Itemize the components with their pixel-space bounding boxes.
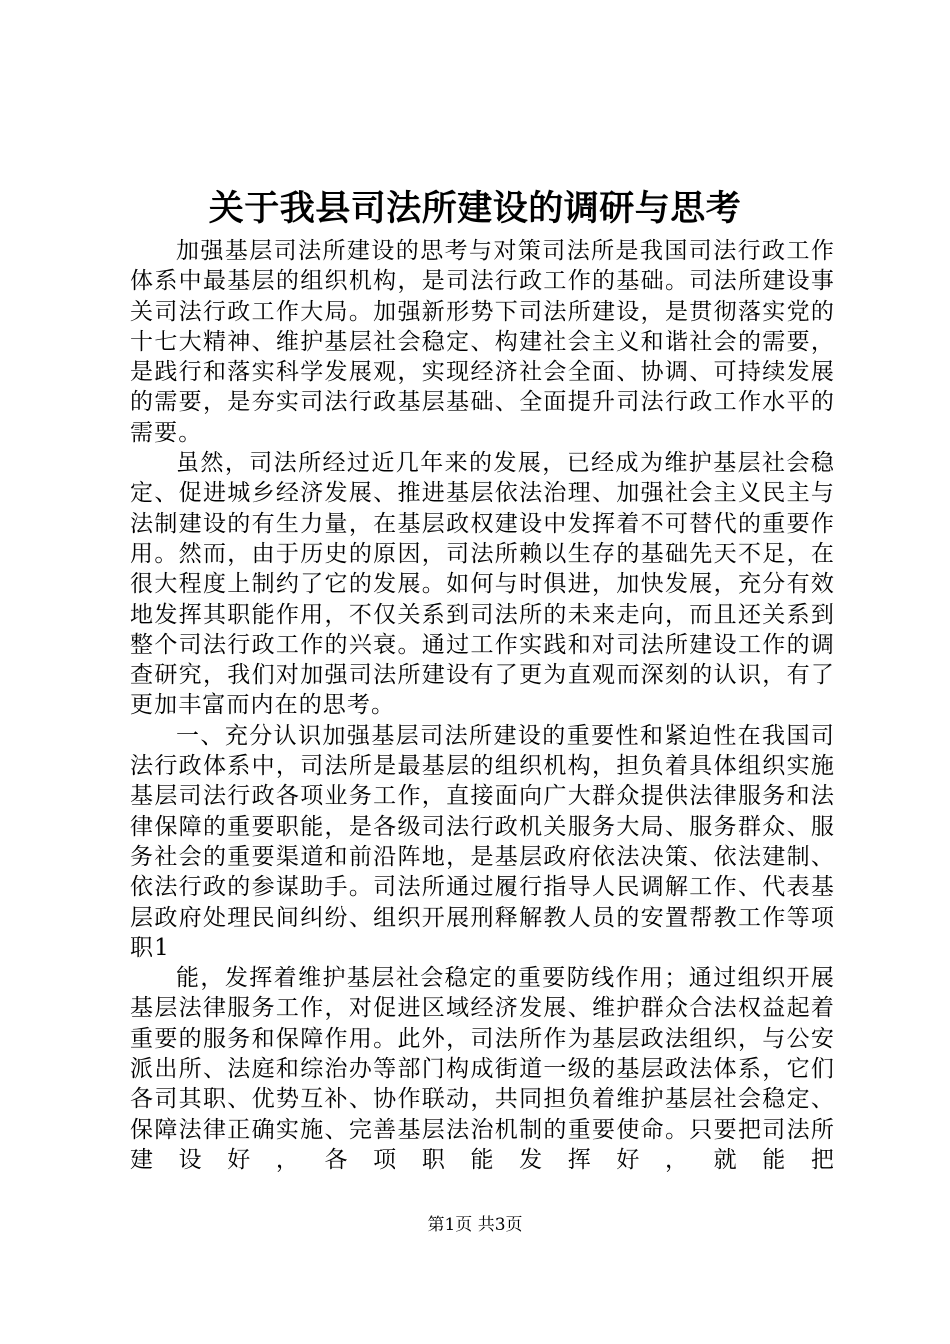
page-number-footer: 第1页 共3页 — [427, 1215, 523, 1235]
paragraph-functions: 能，发挥着维护基层社会稳定的重要防线作用；通过组织开展基层法律服务工作，对促进区域经济发展、维护群众合法权益起着重要的服务和保障作用。此外，司法所作为基层政法组织，与公安派出所、法庭和综治办等部门构成街道一级的基层政法体系，它们各司其职、优势互补、协作联动，共同担负着维护基层社会稳定、保障法律正确实施、完善基层法治机制的重要使命。只要把司法所建设好，各项职能发挥好，就能把 — [130, 965, 835, 1173]
paragraph-intro: 加强基层司法所建设的思考与对策司法所是我国司法行政工作体系中最基层的组织机构，是司法行政工作的基础。司法所建设事关司法行政工作大局。加强新形势下司法所建设，是贯彻落实党的十七大精神、维护基层社会稳定、构建社会主义和谐社会的需要，是践行和落实科学发展观，实现经济社会全面、协调、可持续发展的需要，是夯实司法行政基层基础、全面提升司法行政工作水平的需要。 — [130, 238, 835, 446]
document-title: 关于我县司法所建设的调研与思考 — [208, 188, 742, 229]
paragraph-development: 虽然，司法所经过近几年来的发展，已经成为维护基层社会稳定、促进城乡经济发展、推进基层依法治理、加强社会主义民主与法制建设的有生力量，在基层政权建设中发挥着不可替代的重要作用。然而，由于历史的原因，司法所赖以生存的基础先天不足，在很大程度上制约了它的发展。如何与时俱进，加快发展，充分有效地发挥其职能作用，不仅关系到司法所的未来走向，而且还关系到整个司法行政工作的兴衰。通过工作实践和对司法所建设工作的调查研究，我们对加强司法所建设有了更为直观而深刻的认识，有了更加丰富而内在的思考。 — [130, 450, 835, 719]
document-body — [130, 236, 835, 1175]
paragraph-section-one: 一、充分认识加强基层司法所建设的重要性和紧迫性在我国司法行政体系中，司法所是最基层的组织机构，担负着具体组织实施基层司法行政各项业务工作，直接面向广大群众提供法律服务和法律保障的重要职能，是各级司法行政机关服务大局、服务群众、服务社会的重要渠道和前沿阵地，是基层政府依法决策、依法建制、依法行政的参谋助手。司法所通过履行指导人民调解工作、代表基层政府处理民间纠纷、组织开展刑释解教人员的安置帮教工作等项职1 — [130, 722, 835, 961]
